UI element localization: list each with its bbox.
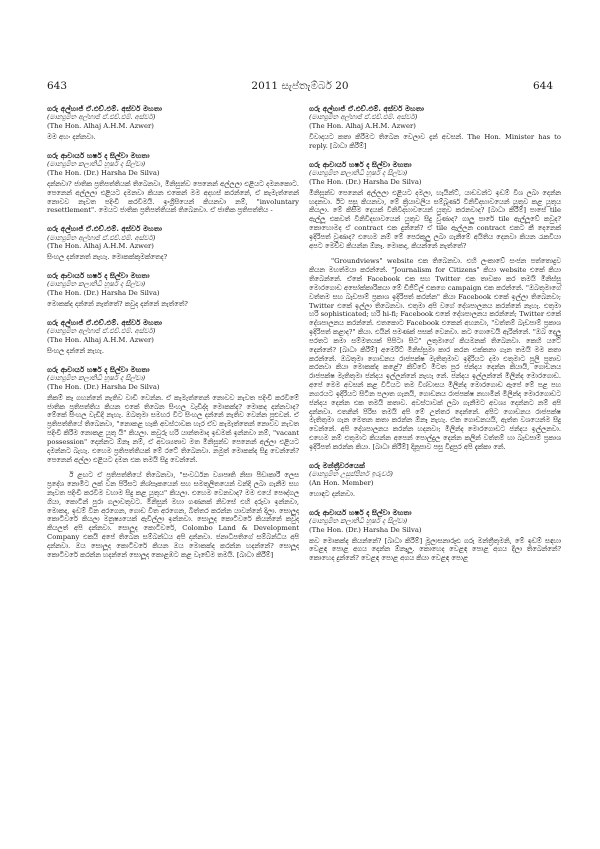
- speaker-name: ගරු ආචාර්ය හර්ෂ ද සිල්වා මහතා: [47, 364, 150, 374]
- speech-paragraph: "Groundviews" website එක තිබෙනවා. එහි ලංකාවේ සංජන පත්තොදුව කියන මහත්මයා කරන්නේ. "Journalism for Citizens" කියා website එකේ කියා තිබෙන්නේ. ඒකේ Facebook එක සහ Twitter එක තාවකා කර තමයි මිනිස්සු මොරගොඩ අසෝක්කාරිකයා මේ ඩිජිට්ල් එකගෙ campaign එක කරන්නේ. "ඔබතුමාගේ වත්තම සහ බැඩපාම් ප්‍රකාශ ඉදිරිපත් කරන්න" කියා Facebook එකේ ඉල්ලා තිබෙනවා; Twitter එකේ ඉල්ලා තිබෙනවා. එතුමා අපි වගේ දේශපාලනය කරන්නේ නැහැ. එතුමා හරි sophisticated; හරි hi-fi; Facebook එකේ දේශපාලනය කරන්නේ; Twitter එකේ දේශපාලනය කරන්නේ. එතකොට Facebook එකෙන් අහනවා, "වත්තම් බැඩපාම් ප්‍රකාශ ඉදිරිපත් කළාද?" කියා. එයින් පමණක් පසක් වෙනවා. කට ගොවෙයි ඇරින්නේ. "ඔබ දෙලූ පරතට කමා සම්මතයක් පිපිටා සිට" ලතුමාගේ කියමනක් තිබෙනවා. කෙහි යටේ දෙන්නේ? [බාධා කිරීම්] අමෙරිට් මිනිස්සුමා කාර කරන එක්කනා ගැන තමයි මම කතා කරන්නේ. ඔබතුමා ගොඩනය රාජපක්ෂ මැතිතුමාව ඉදිරියට දමා එතුමාට පුලි ප්‍රතාව කරනවා කියා මොකක්ද කළේ? කිව්වේ මිටත පුර ජන්දය දෙන්න කියායි, ගොඩනය රාජපක්ෂ මැතිතුමා ජන්දය ඉල්ලන්නේ නැහැ නේ. ජන්දය ඉල්ලන්නේ මිලින්ද මොරගොඩ. අපේ මෙම අවසන් කළ විටියට තම විශ්වාසය මිලින්ද මොරගොඩ ඇපේ මේ පළ පහ නගරයට ඉදිරියට සිටින පලාත ගැනයි, ගොඩනය රාජපක්ෂ නහාමින් මිලින්ද මොරගොඩට ජන්දය දෙන්න එක තමයි කතාව. අවස්ථාවක් ලබා ගැනීමට අවශ්‍ය දෙන්නට නම් අපි දන්නවා. එතනින් පිරිස තමයි අපි මේ උත්තර දෙන්නේ. අපිට ගොඩනය රාජපක්ෂ මැතිතුමා ගැන මෙතන කතා කරන්න ඕනෑ නැහැ. ඒක ගොඩනයයි, ඇත්ත වශයෙන්ම සිදු වෙන්නේ. අපි දේශපාලනය කරන්න හදනවා; මිලින්ද මොරගොඩට ජන්දය ඉල්ලනවා. එහෙම නම් එතුමාට කියන්න අපෙන් පොල්දුල දෙන්න කලින් වත්තම් හා බැඩපාම් ප්‍රකාශ ඉදිරිපත් කරන්න කියා. [බාධා කිරීම්] දිනූපාව පසු විදුපුර අපි දැක්කා නේ.: [309, 257, 561, 451]
- speaker-english-name: (The Hon. (Dr.) Harsha De Silva): [47, 289, 160, 298]
- speech-paragraph: මොකක්ද දන්නේ නැත්තේ? කවුද දන්නේ නැත්තේ?: [47, 300, 188, 309]
- speaker-title: (මාන්‍යුමිත අල්හාජ් ඒ.එච්.එම්. අස්වර්): [47, 327, 156, 336]
- speaker-title: (මාන්‍යුමිත අල්හාජ් ඒ.එච්.එම්. අස්වර්): [309, 113, 418, 122]
- speech-block: [47, 224, 299, 262]
- speech-block: [309, 461, 561, 499]
- speech-paragraph: සිංහල දන්නෙත් නැහැ. මොකක්කුමක්තෙද?: [47, 253, 168, 262]
- speaker-english-name: (The Hon. (Dr.) Harsha De Silva): [47, 169, 160, 178]
- speaker-name: ගරු අල්හාජ් ඒ.එච්.එම්. අස්වර් මහතා: [47, 224, 163, 234]
- speech-paragraph: ඊ ළඟට ඒ ප්‍රතිපත්තියේ තිබෙනවා, "සංවර්ධන ව්‍යාපෘති නිසා පීඩාකාරී ලෙස ප්‍රදේශ නොමිට ලක් වන පිරිසට නිශ්සෑකයෙන් සහ සමතුලිතයෙන් වන්දි ලබා ගැනීම සහ නැවත පදිංචි කරවීම වහාම සිදු කළ යුතුය" කියලා. එහෙම වෙනවාද? මම එයේ පෞද්ගල ගියා, කොටින් පුරා ගලාවතුවට. මිනිසුන් මහා ගණනක් නිවසේ එහි දරුවා ඉන්නවා, මොකද, ඉඩම් වින අරගෙන, ගොඩ විත අරගෙන, බිත්තර කරන්න යාවන්නේ දිලා. සොලූද කොටිවරේ කියලා මනුෂ්‍යයෙක් ඇවිල්ලා ඉන්නවා. සොලූද කොටිවරේ කියන්නේ කවුද කියලත් අපි දන්නවා. සොලූද කොටිවරේ, Colombo Land & Development Company එකයි අපේ තිබෙන සම්බන්ධය අපි දන්නවා. ජනාධිපතිගේ සම්බන්ධිය අපි දන්නවා. ඔය සොලූද කොටිවරේ කියන ඔය මොකක්ද කරන්න හදන්නේ? සොලූද කොටිවරේ කරන්න හදන්නේ සොලූද කොළඹට කළ වැඩේම තමයි. [බාධා කිරීම්]: [47, 471, 299, 559]
- speaker-name: ගරු ආචාර්ය හර්ෂ ද සිල්වා මහතා: [309, 507, 412, 517]
- speaker-name: ගරු ආචාර්ය හර්ෂ ද සිල්වා මහතා: [47, 150, 150, 160]
- speaker-title: (මාන්‍යුමිත උසුප්පිනර් ඉරුවර්): [309, 470, 393, 479]
- left-page-number: 643: [47, 80, 68, 92]
- speaker-title: (මාන්‍යුමිත අල්හාජ් ඒ.එච්.එම්. අස්වර්): [47, 113, 156, 122]
- speech-paragraph: විවාදයට කතා කිරීමට තිබෙන වෙලාව දැන් අවසන්. The Hon. Minister has to reply. [බාධා කිරීම්]: [309, 133, 561, 150]
- speaker-title: (මාන්‍යුමිත කලාතිධි හූර්ෂ ද සිල්වා): [309, 169, 408, 178]
- left-column: [47, 104, 299, 569]
- speaker-english-name: (The Hon. Alhaj A.H.M. Azwer): [309, 122, 416, 131]
- speaker-english-name: (The Hon. Alhaj A.H.M. Azwer): [47, 122, 154, 131]
- speaker-title: (මාන්‍යුමිත කලාතිධි හූර්ෂ ද සිල්වා): [47, 374, 146, 383]
- speaker-title: (මාන්‍යුමිත කලාතිධි හූර්ෂ ද සිල්වා): [309, 516, 408, 525]
- speaker-name: ගරු මන්ත්‍රීවරයෙක්: [309, 460, 365, 470]
- speaker-name: ගරු ආචාර්ය හර්ෂ ද සිල්වා මහතා: [47, 271, 150, 281]
- speech-paragraph: නිකම් කෑ ගහන්නේ නැතිව වාඩි වෙන්න. ඒ කැමැත්තෙන් නොවව නැවත පදිංචි කරවීමේ ජාතික ප්‍රතිපත්තිය කියන එකේ තිබෙන සිංහල වැඩිද්‍ද මොකක්ද? මොකද දන්නවාද? මේකේ සිංහල වැඩිදි නැහැ. ඔබතුමා සමහර විට සිංහල දන්නේ නැතිව වෙන්න පුළුවන්. ඒ ප්‍රතිපත්තියේ තිබෙනවා, "නොකළ හැකි අවස්ථාවක හැර ඒව කැමැත්තෙන් නොවව නැවත පදිංචි කිරීම නොකළ යුතු යි" කියලා. කවුරු හරි යාන්තමාද ඉඩමක් ඉන්නවා නම්, "vacant possession" දෙන්නට ඕනෑ නම්, ඒ අවශ්‍යතාව මත මිනිසුන්ව පෙනෙන් අල්ලා එළියට දමන්නට බැහැ. එහෙම ප්‍රතිපත්තියක් මේ රටේ තිබෙනවා. නමුත් මොකක්ද සිදු වෙන්නේ? පෙනෙන් අල්ලා එළියට දමන එක තමයි සිදු වෙන්නේ.: [47, 393, 299, 464]
- speaker-name: ගරු අල්හාජ් ඒ.එච්.එම්. අස්වර් මහතා: [47, 104, 163, 113]
- speech-paragraph: මිනිසුන්ව පෙනෙන් අල්ලලා එළියට දමලා, හැයින්ට්, යාඩවන්ට ඉඩම් විශ ලබා දෙන්න හදනවා. ඊට පසු කියනවා, මේ ක්‍රියාවලිය සම්බූර්ණ විනිවිදභාවයෙන් යුතුව කළ යුතුය කියලා. මේ කිසිම දෙයක් විනිවිදභාවයෙන් යුතුව කරනවාද? [බාධා කිරීම්] පාසේ tile ඇල්ලූ එකවත් විනිවිදභාවයෙන් යුතුව සිදු වුණාද? ගාලු පාරේ tile ඇල්ලූවේ කවුද? කොහොමද ඒ contract එක දුන්නේ? ඒ tile ඇල්ලන contract එකට කී දෙනෙක් ඉදිරිපත් වුණාද? එහෙම නම් මේ පෙරකුලු ලබා ගැනීමේ අයිතිය දෙනවා කියන රැකවියා අපට මෙච්ච කියන්න ඕනෑ. මොකද, කියන්නේ නැත්තේ?: [309, 188, 561, 250]
- speech-block: [47, 151, 299, 215]
- speech-block: [309, 104, 561, 151]
- speech-paragraph: මම අහං දන්නවා.: [47, 133, 96, 142]
- speech-paragraph: කව මොකක්ද කියන්නේ? [බාධා කිරීම්] මූලාසනාරූඪ ගරු මන්ත්‍රීතුමනි, මේ ඉඩම් සඳහා වෙළඳ පොළ අගය දෙන්න ඕනෑලූ. කොහෙද වෙළඳ පොළ අගය දීලා තිබෙන්නේ? කොහෙද දුන්නේ? වෙළඳ පොළ අගය කියා වෙළඳ පොළ: [309, 536, 561, 563]
- speech-paragraph: සිංහල දන්නේ නැහැ.: [47, 346, 104, 355]
- speaker-title: (මාන්‍යුමිත අල්හාජ් ඒ.එච්.එම්. අස්වර්): [47, 233, 156, 242]
- page-header: [0, 80, 600, 94]
- header-date: 2011 සැප්තැම්බර් 20: [251, 80, 349, 92]
- speech-block: [47, 104, 299, 142]
- speaker-english-name: (The Hon. (Dr.) Harsha De Silva): [47, 382, 160, 391]
- speech-block: [47, 271, 299, 309]
- speaker-english-name: (The Hon. (Dr.) Harsha De Silva): [309, 177, 422, 186]
- speaker-english-name: (The Hon. (Dr.) Harsha De Silva): [309, 525, 422, 534]
- speaker-name: ගරු ආචාර්ය හර්ෂ ද සිල්වා මහතා: [309, 159, 412, 169]
- speech-paragraph: දන්නවා? ජාතික ප්‍රතිපත්තියක් තිබෙනවා, මිනිසුන්ව පෙනෙන් අල්ලලා එළියට දමනකොට. පෙනෙන් අල්ලලා එළියට දමනවා කියන එකෙන් මම අදහස් කරන්නේ, ඒ කැමැත්තෙන් නොවව නැවත පදිංචි කරවීමයි. ඉංග්‍රීසියෙන් කියනවා නම්, "involuntary resettlement". මෙයට ජාතික ප්‍රතිපත්තියක් තිබෙනවා. ඒ ජාතික ප්‍රතිපත්තිය -: [47, 179, 299, 215]
- speaker-title: (මාන්‍යුමිත කලාතිධි හූර්ෂ ද සිල්වා): [47, 280, 146, 289]
- speaker-title: (මාන්‍යුමිත කලාතිධි හූර්ෂ ද සිල්වා): [47, 160, 146, 169]
- speech-block: [47, 318, 299, 356]
- speaker-english-name: (The Hon. Alhaj A.H.M. Azwer): [47, 242, 154, 251]
- speech-block: [309, 508, 561, 564]
- right-page-number: 644: [532, 80, 553, 92]
- speaker-name: ගරු අල්හාජ් ඒ.එච්.එම්. අස්වර් මහතා: [47, 317, 163, 327]
- right-column: [309, 104, 561, 572]
- speaker-english-name: (An Hon. Member): [309, 478, 374, 487]
- speaker-english-name: (The Hon. Alhaj A.H.M. Azwer): [47, 336, 154, 345]
- speaker-name: ගරු අල්හාජ් ඒ.එච්.එම්. අස්වර් මහතා: [309, 104, 425, 113]
- speech-paragraph: හොඳට දන්නවා.: [309, 489, 356, 498]
- speech-block: [309, 160, 561, 452]
- speech-block: [47, 365, 299, 560]
